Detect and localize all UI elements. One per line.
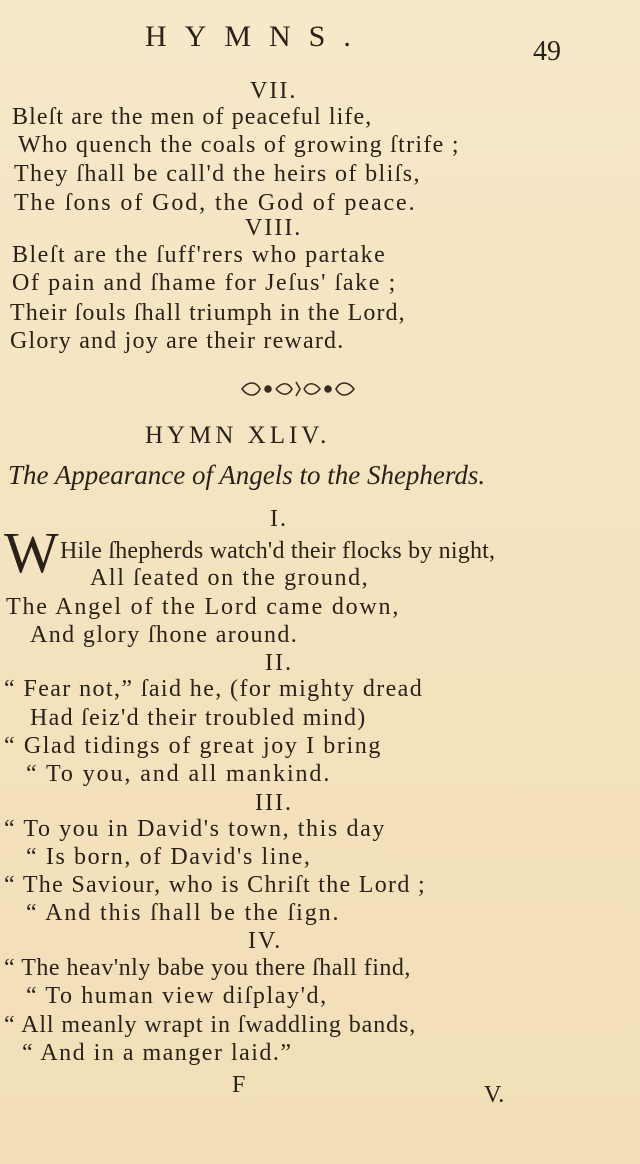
verse-line: Had ſeiz'd their troubled mind): [30, 705, 367, 731]
verse-line: The Angel of the Lord came down,: [6, 594, 401, 620]
verse-line: “ All meanly wrapt in ſwaddling bands,: [4, 1012, 417, 1038]
drop-cap: W: [4, 520, 59, 585]
signature-mark: F: [232, 1072, 246, 1098]
hymn-subtitle: The Appearance of Angels to the Shepherds.: [8, 460, 486, 490]
verse-line: Hile ſhepherds watch'd their flocks by night,: [60, 538, 496, 564]
verse-line: Of pain and ſhame for Jeſus' ſake ;: [12, 270, 397, 296]
verse-line: “ Fear not,” ſaid he, (for mighty dread: [4, 676, 424, 702]
stanza-number: II.: [265, 650, 293, 676]
verse-line: And glory ſhone around.: [30, 622, 299, 648]
catchword: V.: [484, 1082, 505, 1108]
verse-line: Bleſt are the ſuff'rers who partake: [12, 242, 387, 268]
stanza-number: VII.: [250, 78, 298, 104]
verse-line: Their ſouls ſhall triumph in the Lord,: [10, 300, 406, 326]
verse-line: “ The heav'nly babe you there ſhall find,: [4, 955, 411, 981]
verse-line: The ſons of God, the God of peace.: [14, 190, 417, 216]
verse-line: “ And this ſhall be the ſign.: [26, 900, 341, 926]
verse-line: “ Glad tidings of great joy I bring: [4, 733, 382, 759]
verse-line: Bleſt are the men of peaceful life,: [12, 104, 373, 130]
verse-line: “ To you in David's town, this day: [4, 816, 386, 842]
verse-line: Glory and joy are their reward.: [10, 328, 345, 354]
verse-line: “ To human view diſplay'd,: [26, 983, 328, 1009]
verse-line: “ To you, and all mankind.: [26, 761, 332, 787]
verse-line: “ The Saviour, who is Chriſt the Lord ;: [4, 872, 426, 898]
stanza-number: VIII.: [245, 215, 303, 241]
stanza-number: I.: [270, 506, 288, 532]
page-number: 49: [533, 36, 561, 67]
stanza-number: IV.: [248, 928, 283, 954]
verse-line: “ And in a manger laid.”: [22, 1040, 293, 1066]
hymn-title: HYMN XLIV.: [145, 422, 331, 449]
verse-line: They ſhall be call'd the heirs of bliſs,: [14, 161, 421, 187]
verse-line: “ Is born, of David's line,: [26, 844, 312, 870]
verse-line: All ſeated on the ground,: [90, 565, 370, 591]
verse-line: Who quench the coals of growing ſtrife ;: [18, 132, 460, 158]
stanza-number: III.: [255, 790, 293, 816]
ornament-divider: [238, 378, 358, 400]
running-head: HYMNS.: [145, 20, 369, 53]
